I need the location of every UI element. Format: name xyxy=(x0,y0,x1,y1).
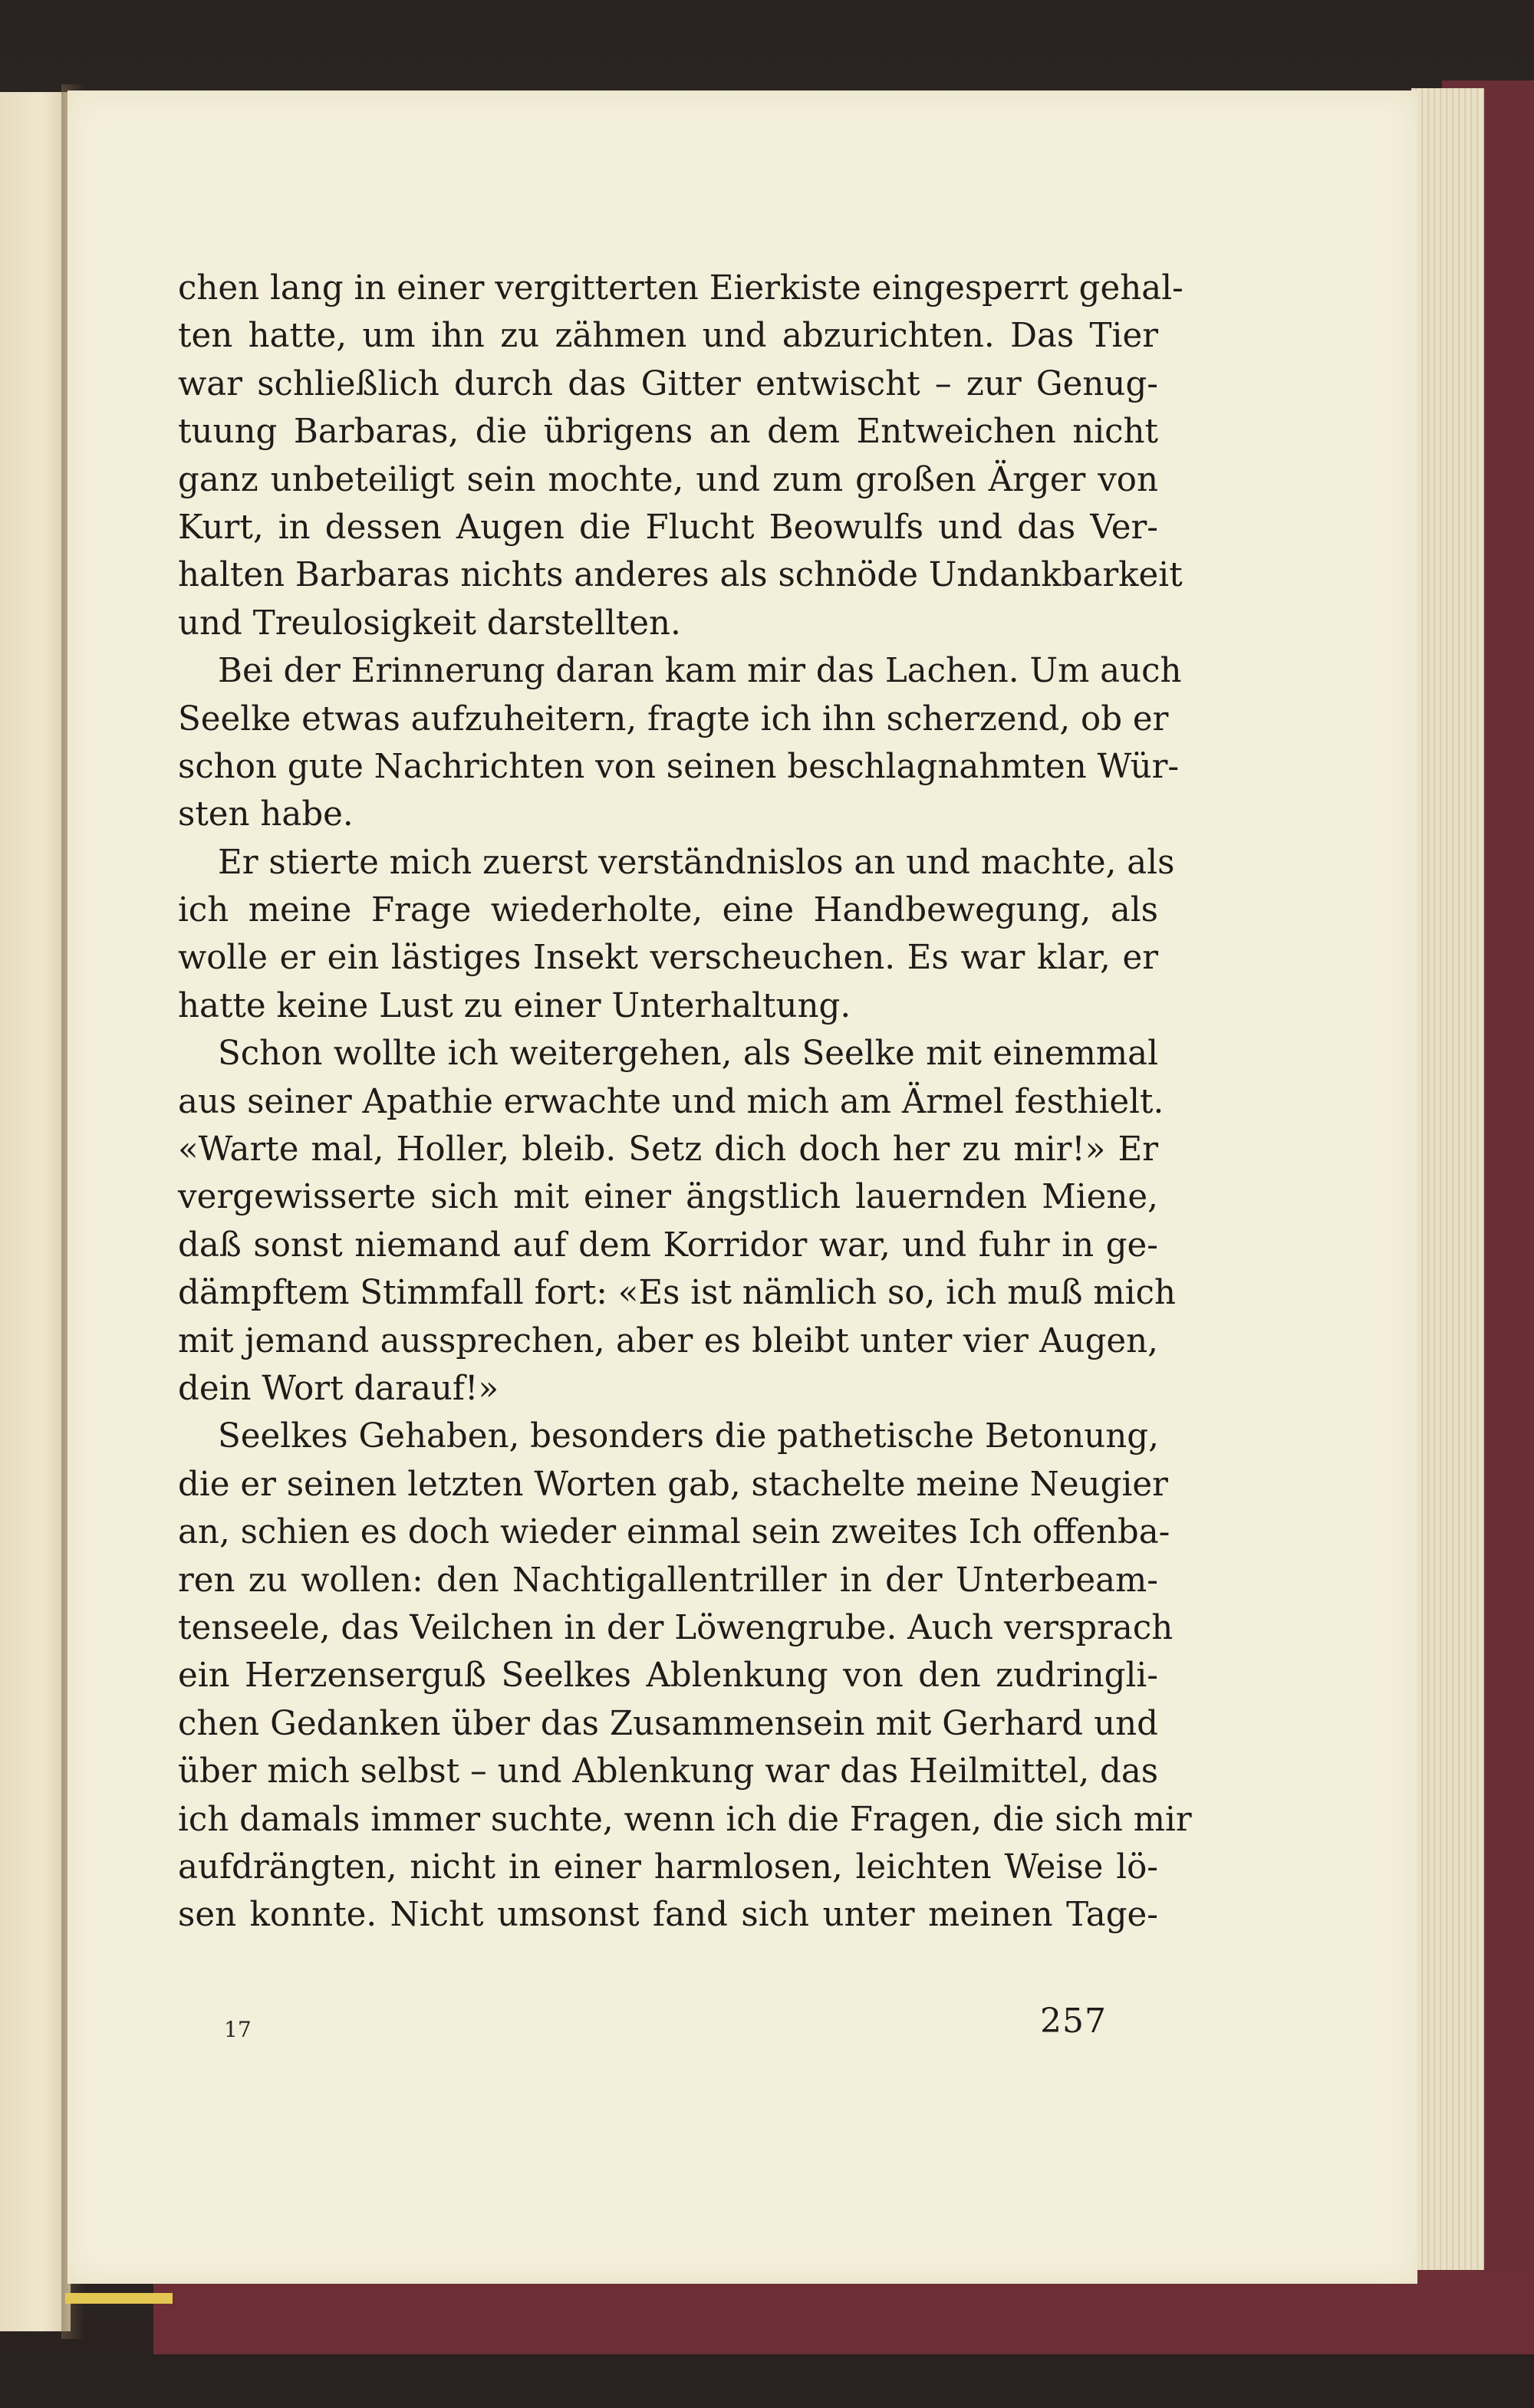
text-line: an, schien es doch wieder einmal sein zweites Ich offenba- xyxy=(178,1513,1170,1552)
body-text xyxy=(178,265,1192,1939)
text-line: ein Herzenserguß Seelkes Ablenkung von den zudringli- xyxy=(178,1656,1158,1696)
text-line: ich meine Frage wiederholte, eine Handbewegung, als xyxy=(178,891,1158,930)
text-line: tenseele, das Veilchen in der Löwengrube. Auch versprach xyxy=(178,1608,1174,1647)
text-line: mit jemand aussprechen, aber es bleibt unter vier Augen, xyxy=(178,1321,1158,1360)
text-line: vergewisserte sich mit einer ängstlich lauernden Miene, xyxy=(178,1178,1158,1217)
text-line: schon gute Nachrichten von seinen beschlagnahmten Wür- xyxy=(178,747,1180,786)
text-line: dämpftem Stimmfall fort: «Es ist nämlich so, ich muß mich xyxy=(178,1274,1176,1313)
text-line: Kurt, in dessen Augen die Flucht Beowulfs und das Ver- xyxy=(178,508,1158,547)
text-line: halten Barbaras nichts anderes als schnöde Undankbarkeit xyxy=(178,556,1183,595)
previous-page-edge xyxy=(0,92,71,2331)
text-line: Schon wollte ich weitergehen, als Seelke mit einemmal xyxy=(218,1035,1158,1074)
text-line: ren zu wollen: den Nachtigallentriller in der Unterbeam- xyxy=(178,1561,1158,1600)
page-number: 257 xyxy=(1040,2002,1107,2041)
text-line: tuung Barbaras, die übrigens an dem Entweichen nicht xyxy=(178,413,1158,452)
signature-mark: 17 xyxy=(224,2017,252,2042)
text-line: war schließlich durch das Gitter entwischt – zur Genug- xyxy=(178,364,1158,403)
text-line: ganz unbeteiligt sein mochte, und zum großen Ärger von xyxy=(178,460,1158,499)
text-line: Er stierte mich zuerst verständnislos an und machte, als xyxy=(218,843,1175,882)
text-line: die er seinen letzten Worten gab, stachelte meine Neugier xyxy=(178,1465,1168,1504)
text-line: aus seiner Apathie erwachte und mich am Ärmel festhielt. xyxy=(178,1082,1164,1121)
text-line: ich damals immer suchte, wenn ich die Fragen, die sich mir xyxy=(178,1800,1192,1839)
text-line: chen lang in einer vergitterten Eierkiste eingesperrt gehal- xyxy=(178,269,1183,308)
text-line: Seelkes Gehaben, besonders die pathetische Betonung, xyxy=(218,1417,1159,1456)
text-line: und Treulosigkeit darstellten. xyxy=(178,604,681,643)
text-line: dein Wort darauf!» xyxy=(178,1369,499,1408)
text-line: sen konnte. Nicht umsonst fand sich unter meinen Tage- xyxy=(178,1896,1158,1935)
text-line: aufdrängten, nicht in einer harmlosen, leichten Weise lö- xyxy=(178,1847,1158,1887)
text-line: «Warte mal, Holler, bleib. Setz dich doch her zu mir!» Er xyxy=(178,1130,1158,1169)
text-line: Bei der Erinnerung daran kam mir das Lachen. Um auch xyxy=(218,652,1182,691)
text-line: sten habe. xyxy=(178,795,354,834)
page-block-edges xyxy=(1411,88,1484,2289)
text-line: wolle er ein lästiges Insekt verscheuchen. Es war klar, er xyxy=(178,939,1158,978)
headband-ribbon xyxy=(65,2293,173,2304)
text-line: hatte keine Lust zu einer Unterhaltung. xyxy=(178,986,851,1025)
text-line: chen Gedanken über das Zusammensein mit Gerhard und xyxy=(178,1704,1158,1743)
text-line: daß sonst niemand auf dem Korridor war, und fuhr in ge- xyxy=(178,1225,1158,1265)
text-line: Seelke etwas aufzuheitern, fragte ich ihn scherzend, ob er xyxy=(178,699,1169,739)
text-line: ten hatte, um ihn zu zähmen und abzurichten. Das Tier xyxy=(178,317,1158,356)
text-line: über mich selbst – und Ablenkung war das Heilmittel, das xyxy=(178,1752,1159,1791)
